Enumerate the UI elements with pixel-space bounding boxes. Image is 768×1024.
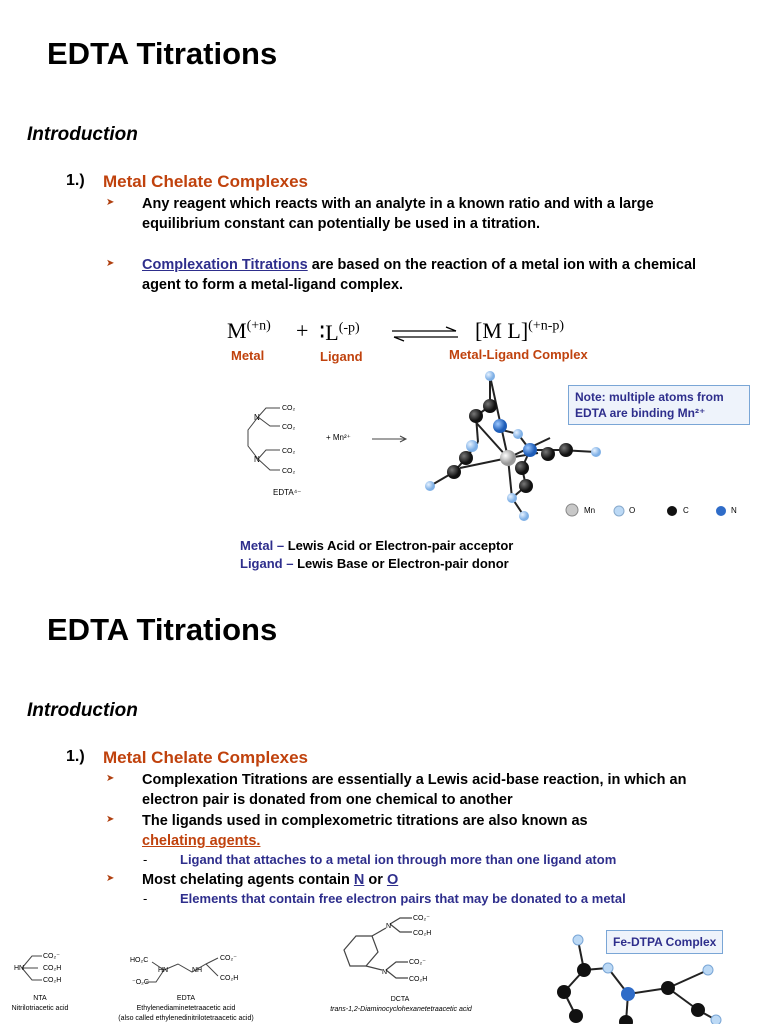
chelating-agents-term: chelating agents.: [142, 833, 261, 849]
reaction-arrow-icon: [372, 434, 408, 444]
note-box: Note: multiple atoms from EDTA are binding Mn²⁺: [568, 385, 750, 425]
o-legend-icon: [613, 505, 625, 517]
bullet-icon: ➤: [106, 197, 115, 208]
legend-o: O: [629, 506, 636, 515]
svg-text:CO₂⁻: CO₂⁻: [220, 955, 237, 962]
equation-plus: +: [296, 318, 309, 343]
nitrogen-link[interactable]: N: [353, 872, 365, 888]
svg-text:⁻O₂C: ⁻O₂C: [132, 979, 149, 986]
sub-point: Ligand that attaches to a metal ion through more than one ligand atom: [180, 852, 617, 867]
equation-metal: $M^{(+n)}$: [227, 318, 271, 343]
mn-legend-icon: [565, 503, 579, 517]
fe-dtpa-molecule-model: [548, 930, 748, 1024]
section-title-2: Metal Chelate Complexes: [103, 748, 309, 767]
intro-heading-2: Introduction: [27, 700, 138, 721]
section-number-2: 1.): [66, 748, 85, 765]
svg-text:CO₂: CO₂: [282, 424, 296, 431]
svg-text:N: N: [386, 923, 392, 930]
svg-text:CO₂H: CO₂H: [43, 965, 62, 972]
svg-text:CO₂⁻: CO₂⁻: [43, 953, 60, 960]
svg-text:HO₂C: HO₂C: [130, 957, 149, 964]
legend-n: N: [731, 506, 737, 515]
edta-full: Ethylenediaminetetraacetic acid: [136, 1005, 236, 1012]
edta-structure-diagram: [236, 390, 326, 490]
page-title-2: EDTA Titrations: [47, 612, 278, 647]
label-complex: Metal-Ligand Complex: [449, 347, 588, 362]
sub-point: Elements that contain free electron pairs that may be donated to a metal: [180, 891, 626, 906]
svg-text:CO₂H: CO₂H: [220, 975, 239, 982]
bullet-text: Complexation Titrations are essentially a Lewis acid-base reaction, in which an electron pair is donated from one chemical to another: [142, 772, 687, 808]
svg-text:CO₂H: CO₂H: [43, 977, 62, 984]
label-ligand: Ligand: [320, 349, 363, 364]
bullet-icon: ➤: [106, 773, 115, 784]
definition-ligand: Ligand – Lewis Base or Electron-pair donor: [240, 556, 509, 571]
bullet-text: [142, 255, 732, 295]
bullet-text: Any reagent which reacts with an analyte in a known ratio and with a large equilibrium constant can potentially be used in a titration.: [142, 196, 654, 232]
svg-text:CO₂: CO₂: [282, 405, 296, 412]
legend-mn: Mn: [584, 506, 596, 515]
nta-name: NTA: [33, 995, 47, 1002]
page-title: EDTA Titrations: [47, 36, 278, 71]
dcta-full: trans-1,2-Diaminocyclohexanetetraacetic acid: [330, 1006, 472, 1013]
intro-heading: Introduction: [27, 124, 138, 145]
n-legend-icon: [715, 505, 727, 517]
svg-text:N: N: [382, 969, 388, 976]
svg-text:CO₂H: CO₂H: [409, 976, 428, 983]
dash-marker: -: [143, 852, 148, 867]
section-number: 1.): [66, 172, 85, 189]
equilibrium-arrow-icon: [390, 326, 460, 342]
edta-name: EDTA: [176, 995, 196, 1002]
svg-text:CO₂: CO₂: [282, 468, 296, 475]
oxygen-link[interactable]: O: [386, 872, 399, 888]
edta-label: EDTA⁴⁻: [273, 488, 302, 497]
definition-metal: Metal – Lewis Acid or Electron-pair acceptor: [240, 538, 514, 553]
section-title: Metal Chelate Complexes: [103, 172, 309, 191]
c-legend-icon: [666, 505, 678, 517]
svg-text:N: N: [254, 413, 260, 422]
edta-alt: (also called ethylenedinitrilotetraacetic acid): [118, 1015, 254, 1022]
label-metal: Metal: [231, 348, 265, 363]
svg-text:HN: HN: [14, 965, 25, 972]
svg-text:NH: NH: [192, 967, 203, 974]
bullet-text: Most chelating agents contain N or O: [142, 872, 399, 888]
bullet-icon: ➤: [106, 814, 115, 825]
dcta-structure-diagram: [338, 914, 438, 996]
equation-complex: [M L]$^{(+n-p)}$: [475, 318, 565, 343]
dcta-name: DCTA: [390, 996, 410, 1003]
nta-full: Nitrilotriacetic acid: [11, 1005, 69, 1012]
bullet-icon: ➤: [106, 873, 115, 884]
fe-dtpa-label: Fe-DTPA Complex: [606, 930, 723, 954]
mn-reagent: + Mn²⁺: [326, 433, 351, 442]
svg-text:CO₂H: CO₂H: [413, 930, 432, 937]
svg-text:N: N: [254, 455, 260, 464]
edta-structure-diagram-2: [126, 950, 246, 992]
complexation-titrations-link[interactable]: Complexation Titrations: [142, 257, 308, 273]
legend-c: C: [683, 506, 689, 515]
nta-structure-diagram: [10, 946, 80, 994]
svg-text:CO₂: CO₂: [282, 448, 296, 455]
svg-text:HN: HN: [158, 967, 169, 974]
bullet-icon: ➤: [106, 258, 115, 269]
svg-text:CO₂⁻: CO₂⁻: [413, 915, 430, 922]
equation-ligand: $∶L^{(-p)}$: [319, 320, 360, 346]
bullet-text: The ligands used in complexometric titrations are also known as chelating agents.: [142, 813, 588, 849]
dash-marker: -: [143, 891, 148, 906]
svg-text:CO₂⁻: CO₂⁻: [409, 959, 426, 966]
bullet-rest: are based on the reaction of a metal ion with a chemical agent to form a metal-ligand complex.: [142, 257, 697, 293]
